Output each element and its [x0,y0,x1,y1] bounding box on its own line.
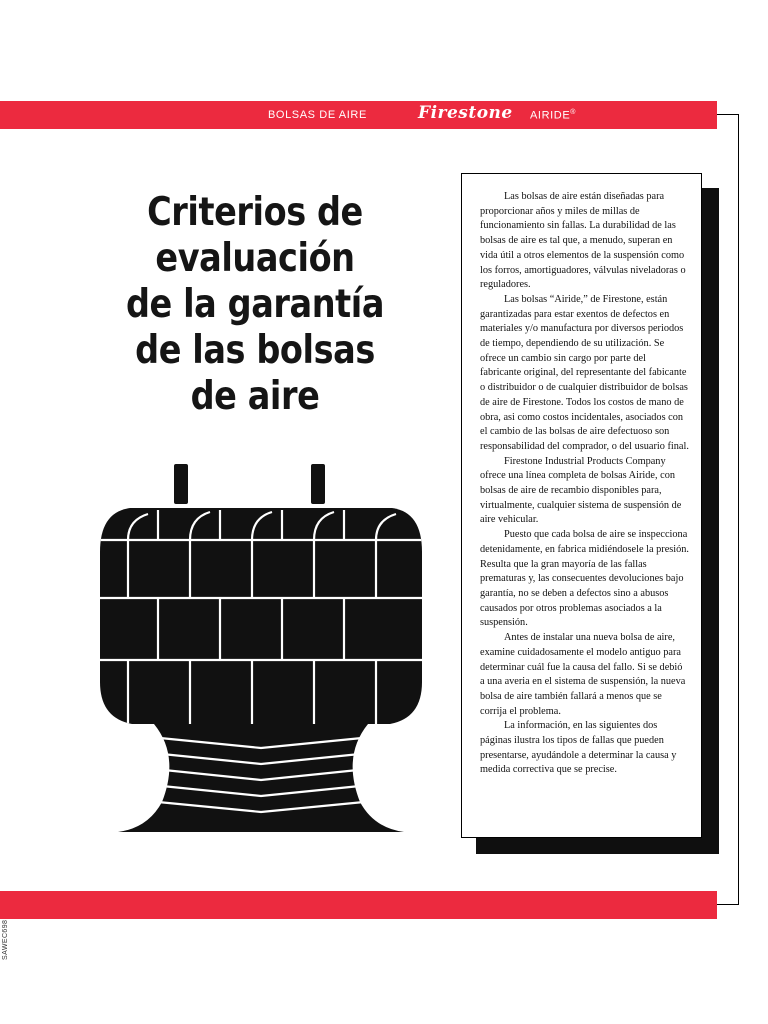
title-line: de las bolsas [135,328,375,373]
air-spring-icon [98,462,424,840]
title-line: Criterios de [147,190,363,235]
product-label [530,109,576,122]
body-paragraph: Puesto que cada bolsa de aire se inspecciona detenidamente, en fabrica midiéndosele la presión. Resulta que la gran mayoría de las fallas prematuras y, las consecuentes devoluciones bajo garantía, no se deben a defectos sino a abusos causados por otros problemas asociados a la suspensión. [480,529,689,629]
document-code: SAWEC698 [2,919,9,960]
air-spring-illustration [98,462,424,845]
bracket-line-bottom [717,904,739,905]
title-line: evaluación [155,236,355,281]
body-paragraph: Las bolsas “Airide,” de Firestone, están garantizadas para estar exentos de defectos en materiales y/o manufactura por diversos periodos de tiempo, dependiendo de su utilización. Se ofrece un cambio sin cargo por parte del fabricante original, del representante del fabicante o distribuidor o de cualquier distribuidor de bolsas de aire de Firestone. Todos los costos de mano de obra, asi como costos incidentales, asociados con el cambio de las bolsas de aire defectuoso son responsabilidad del comprador, o del usuario final. [480,293,689,452]
body-paragraph: Antes de instalar una nueva bolsa de aire, examine cuidadosamente el modelo antiguo para determinar cuál fue la causa del fallo. Si se debió a una averia en el sistema de suspensión, la nueva bolsa de aire también fallará a menos que se corrija el problema. [480,632,686,717]
footer-band [0,891,717,919]
bracket-line-top [717,114,739,115]
registered-mark: ® [570,109,577,116]
page-title [96,190,414,420]
body-paragraph: Firestone Industrial Products Company ofrece una línea completa de bolsas Airide, con bolsas de aire de recambio disponibles para, virtualmente, cualquier sistema de suspensión de aire vehicular. [480,455,682,526]
body-paragraph: La información, en las siguientes dos páginas ilustra los tipos de fallas que pueden presentarse, ayudándole a determinar la causa y medida correctiva que se precise. [480,720,677,776]
title-line: de la garantía [125,282,385,327]
bracket-line-vertical [738,114,739,905]
body-paragraph: Las bolsas de aire están diseñadas para proporcionar años y miles de millas de funcionamiento sin fallas. La durabilidad de las bolsas de aire es tal que, a menudo, superan en vida útil a otros elementos de la suspensión como los forros, amortiguadores, válvulas niveladoras o reguladores. [480,191,686,291]
header-band [0,101,717,129]
title-line: de aire [190,374,320,419]
product-name: AIRIDE [530,109,571,122]
brand-logo: Firestone [418,103,513,123]
body-text-panel [461,173,702,838]
section-label: BOLSAS DE AIRE [268,109,367,121]
